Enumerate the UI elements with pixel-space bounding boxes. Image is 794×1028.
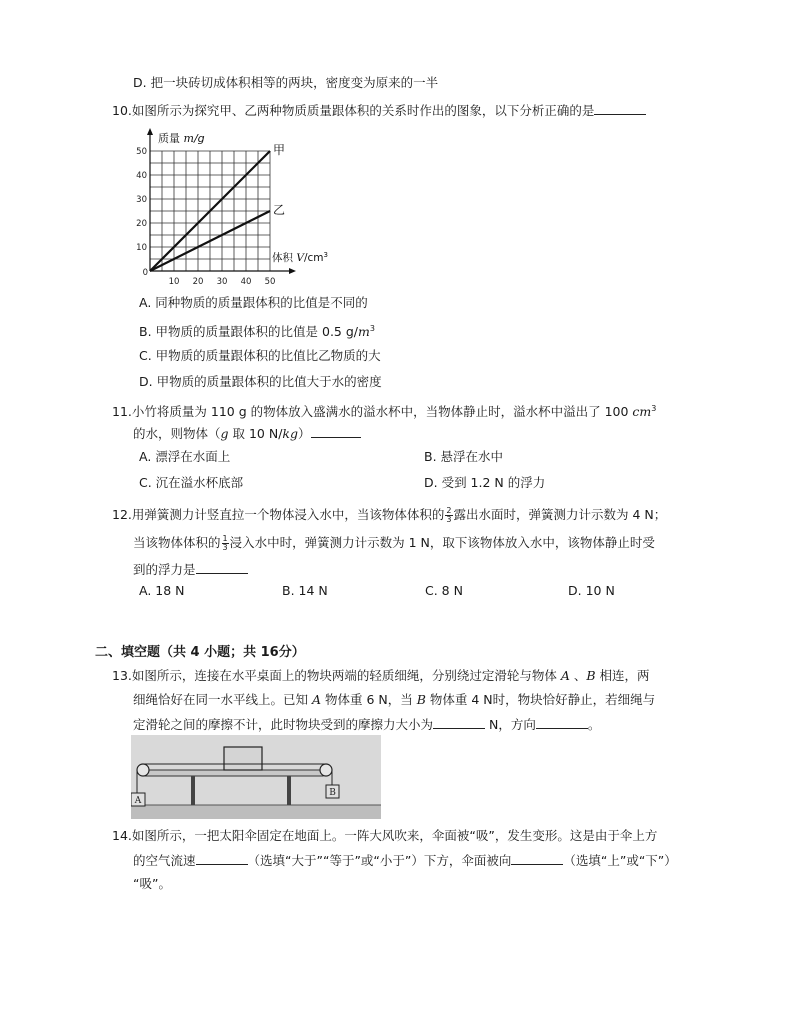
pulley-right [320,764,332,776]
q11-line2-text-c: ） [298,426,311,441]
q14-line3: “吸”。 [133,876,171,891]
q11-line2-text-a: 的水，则物体（ [133,426,221,441]
origin-label: 0 [142,268,148,278]
pulley-figure [131,735,381,819]
q13-line3-text-b: N，方向 [485,717,536,732]
q13-line3-text-a: 定滑轮之间的摩擦不计，此时物块受到的摩擦力大小为 [133,717,434,732]
x-axis-label: 体积 $V/cm^3$ [272,251,328,264]
q11-line1 [112,400,656,421]
q13-line2 [133,691,655,709]
series-label-2: 乙 [273,203,286,217]
q13-line1-mid: 、 [569,668,587,683]
q13-var-b: B [586,668,596,683]
q12-frac1-num: 2 [446,506,452,515]
q12-line2 [133,534,655,552]
q11-option-d[interactable]: D. 受到 1.2 N 的浮力 [424,475,546,490]
floor [131,805,381,819]
q11-unit: cm [632,404,652,420]
q11-number: 11. [112,404,132,420]
q12-line1 [112,506,666,524]
q13-var-a: A [560,668,570,683]
q10-option-c[interactable]: C. 甲物质的质量跟体积的比值比乙物质的大 [139,348,381,363]
y-tick-label: 30 [136,195,147,205]
q11-line2-text-b: 取 10 N/ [228,426,283,441]
q13-line1-text-b: 相连，两 [595,668,650,683]
weight-a-label: A [134,796,142,806]
q13-line1-text-a: 如图所示，连接在水平桌面上的物块两端的轻质细绳，分别绕过定滑轮与物体 [131,668,561,683]
q10-number: 10. [112,103,132,118]
q12-option-a[interactable]: A. 18 N [139,583,185,598]
q14-direction-blank[interactable] [511,851,563,865]
q10-stem-text: 如图所示为探究甲、乙两种物质质量跟体积的关系时作出的图象，以下分析正确的是 [131,103,595,118]
q13-line2-text-b: 物体重 6 N，当 [321,692,417,707]
q14-line1-text: 如图所示，一把太阳伞固定在地面上。一阵大风吹来，伞面被“吸”，发生变形。这是由于伞上方 [131,828,658,843]
q10-option-a[interactable]: A. 同种物质的质量跟体积的比值是不同的 [139,295,368,310]
x-tick-label: 20 [192,277,204,287]
section2-title: 二、填空题（共 4 小题；共 16分） [95,645,305,660]
q12-line2-text-b: 浸入水中时，弹簧测力计示数为 1 N，取下该物体放入水中，该物体静止时受 [229,535,655,550]
x-tick-label: 50 [264,277,276,287]
q10-option-b-text: B. 甲物质的质量跟体积的比值是 0.5 g/ [139,324,358,340]
q12-option-d[interactable]: D. 10 N [568,583,615,598]
q12-frac2-den: 3 [222,543,228,552]
q11-option-b[interactable]: B. 悬浮在水中 [424,449,504,464]
q11-kg: kg [282,426,298,441]
table-leg-left [191,776,195,805]
q10-option-b[interactable] [139,320,375,341]
q13-direction-blank[interactable] [536,715,588,729]
q12-line2-text-a: 当该物体体积的 [133,535,221,550]
q14-line1 [112,827,657,845]
q11-line2 [133,424,361,443]
q12-option-b[interactable]: B. 14 N [282,583,328,598]
x-tick-label: 10 [168,277,180,287]
q12-line3 [133,560,248,579]
q14-line2-text-b: （选填“大于”“等于”或“小于”）下方，伞面被向 [247,853,512,868]
q10-option-d[interactable]: D. 甲物质的质量跟体积的比值大于水的密度 [139,374,382,389]
q13-line2-text-c: 物体重 4 N时，物块恰好静止，若细绳与 [425,692,656,707]
q11-answer-blank[interactable] [311,424,361,438]
q10-stem [112,101,646,120]
q12-answer-blank[interactable] [196,560,248,574]
table-top [143,770,323,776]
q12-number: 12. [112,507,132,522]
q14-number: 14. [112,828,132,843]
q13-line3 [133,715,600,734]
q12-line3-text: 到的浮力是 [133,562,196,577]
q14-line2-text-a: 的空气流速 [133,853,196,868]
y-tick-label: 10 [136,243,147,253]
mass-volume-chart [128,126,348,294]
q13-line2-var-b: B [416,692,426,707]
q12-fraction-1 [445,507,452,524]
q13-friction-blank[interactable] [433,715,485,729]
q13-number: 13. [112,668,132,683]
q9-option-d: D. 把一块砖切成体积相等的两块，密度变为原来的一半 [133,75,439,90]
q14-speed-blank[interactable] [196,851,248,865]
q12-frac1-den: 3 [446,515,452,524]
q13-line2-var-a: A [311,692,322,707]
q12-line1-text-a: 用弹簧测力计竖直拉一个物体浸入水中，当该物体体积的 [131,507,445,522]
q10-option-b-exp: 3 [369,324,375,333]
q13-line1 [112,667,650,685]
block-on-table [224,747,262,770]
q12-option-c[interactable]: C. 8 N [425,583,463,598]
q13-line2-text-a: 细绳恰好在同一水平线上。已知 [133,692,312,707]
q11-unit-exp: 3 [651,404,657,413]
table-leg-right [287,776,291,805]
y-axis-label: 质量 m/g [158,132,205,145]
q12-line1-text-b: 露出水面时，弹簧测力计示数为 4 N； [453,507,667,522]
q11-option-a[interactable]: A. 漂浮在水面上 [139,449,231,464]
weight-b-label: B [329,788,336,798]
q10-answer-blank[interactable] [594,101,646,115]
y-tick-label: 50 [136,147,147,157]
q13-line3-text-c: 。 [587,717,601,732]
x-tick-label: 40 [240,277,252,287]
q14-line2 [133,851,677,870]
q11-line1-text: 小竹将质量为 110 g 的物体放入盛满水的溢水杯中，当物体静止时，溢水杯中溢出了 100 [131,404,633,420]
y-tick-label: 20 [136,219,147,229]
series-label-1: 甲 [273,143,286,157]
q10-option-b-unit: m [358,324,370,340]
q11-option-c[interactable]: C. 沉在溢水杯底部 [139,475,244,490]
x-tick-label: 30 [216,277,228,287]
y-tick-label: 40 [136,171,147,181]
q14-line2-text-c: （选填“上”或“下”） [563,853,677,868]
pulley-left [137,764,149,776]
q12-frac2-num: 1 [222,534,228,543]
q12-fraction-2 [222,535,229,552]
q11-g: g [220,426,229,441]
